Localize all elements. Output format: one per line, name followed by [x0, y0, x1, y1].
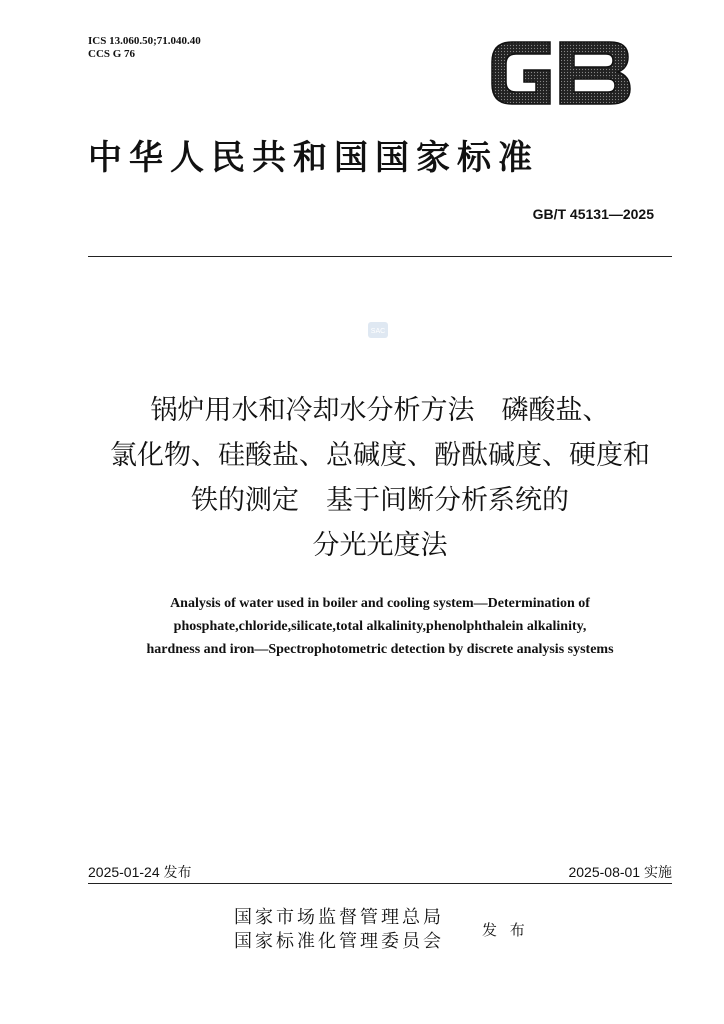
top-divider — [88, 256, 672, 257]
ccs-code: CCS G 76 — [88, 48, 136, 60]
standard-category-title: 中华人民共和国国家标准 — [88, 138, 539, 178]
chinese-title — [60, 388, 700, 568]
issue-date: 2025-01-24 发布 — [88, 864, 192, 880]
classification-codes — [88, 35, 201, 61]
chinese-title-line: 锅炉用水和冷却水分析方法 磷酸盐、 — [150, 395, 610, 426]
gb-logo-icon — [488, 38, 634, 108]
chinese-title-line: 氯化物、硅酸盐、总碱度、酚酞碱度、硬度和 — [110, 440, 650, 471]
chinese-title-line: 铁的测定 基于间断分析系统的 — [191, 485, 569, 516]
publish-label: 发 布 — [482, 921, 529, 939]
english-title-line: phosphate,chloride,silicate,total alkalinity,phenolphthalein alkalinity, — [173, 619, 587, 634]
sac-watermark-icon — [368, 322, 388, 338]
chinese-title-line: 分光光度法 — [312, 530, 448, 561]
bottom-divider — [88, 883, 672, 884]
english-title-line: Analysis of water used in boiler and cooling system—Determination of — [170, 596, 590, 611]
issuer-line: 国家市场监督管理总局 — [234, 907, 444, 928]
ics-code: ICS 13.060.50;71.040.40 — [88, 35, 201, 47]
watermark-text: SAC — [370, 328, 386, 335]
english-title — [60, 592, 700, 661]
issuer-line: 国家标准化管理委员会 — [234, 931, 444, 952]
standard-number: GB/T 45131—2025 — [532, 206, 654, 222]
english-title-line: hardness and iron—Spectrophotometric detection by discrete analysis systems — [146, 642, 614, 657]
issuing-authorities — [234, 906, 444, 954]
implementation-date: 2025-08-01 实施 — [568, 864, 672, 880]
